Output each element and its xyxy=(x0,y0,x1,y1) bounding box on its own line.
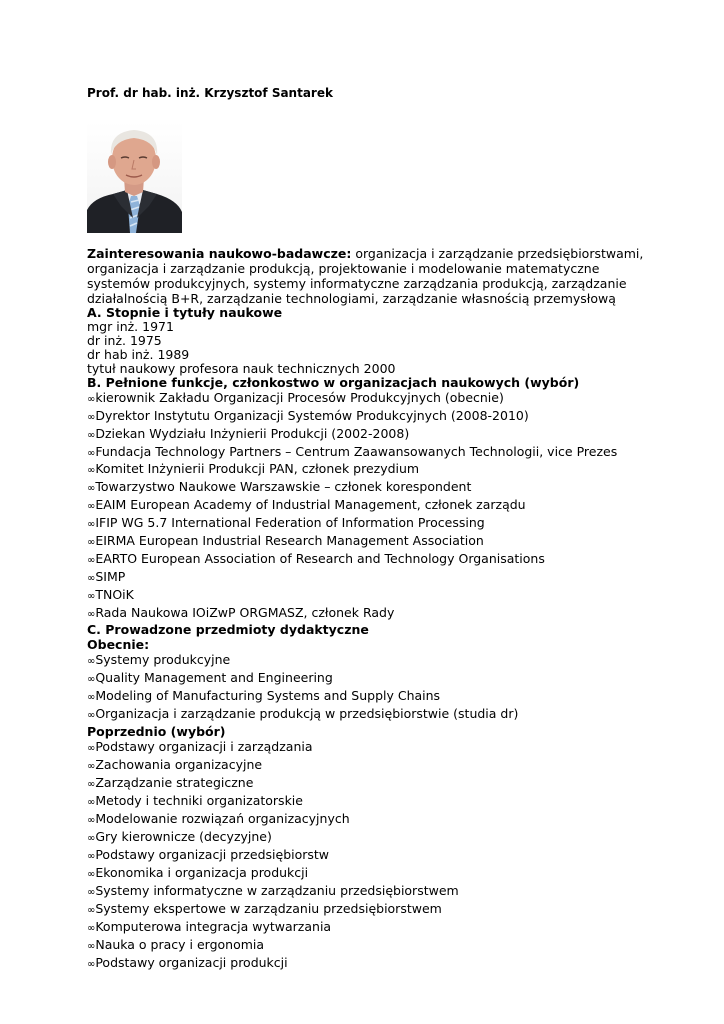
function-item xyxy=(87,479,647,497)
infinity-bullet-icon: ∞ xyxy=(87,591,96,602)
function-item-text: kierownik Zakładu Organizacji Procesów Produkcyjnych (obecnie) xyxy=(95,390,504,405)
course-item-text: Podstawy organizacji produkcji xyxy=(95,955,288,970)
function-item xyxy=(87,515,647,533)
degree-item: mgr inż. 1971 xyxy=(87,319,174,334)
function-item-text: Komitet Inżynierii Produkcji PAN, członek prezydium xyxy=(95,461,420,476)
course-item xyxy=(87,688,647,706)
course-item xyxy=(87,847,647,865)
degree-item: dr inż. 1975 xyxy=(87,333,162,348)
infinity-bullet-icon: ∞ xyxy=(87,501,96,512)
previous-courses-list xyxy=(87,739,647,973)
course-item xyxy=(87,829,647,847)
course-item xyxy=(87,901,647,919)
course-item xyxy=(87,865,647,883)
infinity-bullet-icon: ∞ xyxy=(87,923,96,934)
function-item-text: EIRMA European Industrial Research Management Association xyxy=(95,533,484,548)
course-item xyxy=(87,793,647,811)
infinity-bullet-icon: ∞ xyxy=(87,674,96,685)
section-functions-title: B. Pełnione funkcje, członkostwo w organizacjach naukowych (wybór) xyxy=(87,375,580,390)
current-courses-list xyxy=(87,652,647,724)
function-item-text: SIMP xyxy=(95,569,126,584)
course-item xyxy=(87,670,647,688)
function-item xyxy=(87,426,647,444)
infinity-bullet-icon: ∞ xyxy=(87,483,96,494)
function-item-text: TNOiK xyxy=(95,587,134,602)
function-item xyxy=(87,551,647,569)
course-item xyxy=(87,706,647,724)
function-item-text: Dyrektor Instytutu Organizacji Systemów Produkcyjnych (2008-2010) xyxy=(95,408,529,423)
function-item xyxy=(87,408,647,426)
function-item xyxy=(87,587,647,605)
section-degrees-title: A. Stopnie i tytuły naukowe xyxy=(87,305,283,320)
section-courses-title: C. Prowadzone przedmioty dydaktyczne xyxy=(87,622,369,637)
course-item-text: Zarządzanie strategiczne xyxy=(95,775,254,790)
infinity-bullet-icon: ∞ xyxy=(87,959,96,970)
course-item-text: Zachowania organizacyjne xyxy=(95,757,263,772)
research-interests xyxy=(87,246,647,306)
degree-item: tytuł naukowy profesora nauk technicznych 2000 xyxy=(87,361,396,376)
infinity-bullet-icon: ∞ xyxy=(87,448,96,459)
infinity-bullet-icon: ∞ xyxy=(87,815,96,826)
function-item xyxy=(87,569,647,587)
infinity-bullet-icon: ∞ xyxy=(87,779,96,790)
course-item-text: Nauka o pracy i ergonomia xyxy=(95,937,265,952)
infinity-bullet-icon: ∞ xyxy=(87,869,96,880)
infinity-bullet-icon: ∞ xyxy=(87,887,96,898)
infinity-bullet-icon: ∞ xyxy=(87,797,96,808)
course-item xyxy=(87,739,647,757)
course-item-text: Komputerowa integracja wytwarzania xyxy=(95,919,332,934)
research-interests-text: organizacja i zarządzanie przedsiębiorstwami, organizacja i zarządzanie produkcją, projektowanie i modelowanie matematyczne systemów produkcyjnych, systemy informatyczne zarządzania produkcją, zarządzanie działalnością B+R, zarządzanie technologiami, zarządzanie własnością przemysłową xyxy=(87,246,644,306)
infinity-bullet-icon: ∞ xyxy=(87,905,96,916)
current-courses-label: Obecnie: xyxy=(87,637,150,652)
function-item xyxy=(87,533,647,551)
function-item xyxy=(87,461,647,479)
function-item-text: Dziekan Wydziału Inżynierii Produkcji (2002-2008) xyxy=(95,426,410,441)
page-title: Prof. dr hab. inż. Krzysztof Santarek xyxy=(87,86,333,100)
infinity-bullet-icon: ∞ xyxy=(87,941,96,952)
infinity-bullet-icon: ∞ xyxy=(87,465,96,476)
infinity-bullet-icon: ∞ xyxy=(87,412,96,423)
infinity-bullet-icon: ∞ xyxy=(87,609,96,620)
course-item-text: Podstawy organizacji i zarządzania xyxy=(95,739,313,754)
function-item-text: IFIP WG 5.7 International Federation of Information Processing xyxy=(95,515,485,530)
function-item-text: EAIM European Academy of Industrial Management, członek zarządu xyxy=(95,497,526,512)
course-item xyxy=(87,811,647,829)
infinity-bullet-icon: ∞ xyxy=(87,743,96,754)
infinity-bullet-icon: ∞ xyxy=(87,555,96,566)
degrees-list xyxy=(87,320,647,376)
function-item-text: Rada Naukowa IOiZwP ORGMASZ, członek Rady xyxy=(95,605,395,620)
research-interests-label: Zainteresowania naukowo-badawcze: xyxy=(87,246,352,261)
infinity-bullet-icon: ∞ xyxy=(87,537,96,548)
course-item-text: Metody i techniki organizatorskie xyxy=(95,793,303,808)
infinity-bullet-icon: ∞ xyxy=(87,833,96,844)
course-item xyxy=(87,883,647,901)
course-item-text: Gry kierownicze (decyzyjne) xyxy=(95,829,272,844)
degree-item: dr hab inż. 1989 xyxy=(87,347,190,362)
course-item-text: Systemy produkcyjne xyxy=(95,652,231,667)
function-item-text: Fundacja Technology Partners – Centrum Zaawansowanych Technologii, vice Prezes xyxy=(95,444,618,459)
course-item-text: Organizacja i zarządzanie produkcją w przedsiębiorstwie (studia dr) xyxy=(95,706,519,721)
function-item xyxy=(87,497,647,515)
infinity-bullet-icon: ∞ xyxy=(87,573,96,584)
infinity-bullet-icon: ∞ xyxy=(87,656,96,667)
cv-page xyxy=(87,86,647,973)
portrait-illustration xyxy=(87,122,182,233)
infinity-bullet-icon: ∞ xyxy=(87,761,96,772)
course-item xyxy=(87,775,647,793)
function-item-text: Towarzystwo Naukowe Warszawskie – członek korespondent xyxy=(95,479,472,494)
course-item xyxy=(87,919,647,937)
infinity-bullet-icon: ∞ xyxy=(87,851,96,862)
course-item-text: Modelowanie rozwiązań organizacyjnych xyxy=(95,811,350,826)
function-item xyxy=(87,390,647,408)
cv-body xyxy=(87,246,647,973)
course-item-text: Quality Management and Engineering xyxy=(95,670,333,685)
infinity-bullet-icon: ∞ xyxy=(87,519,96,530)
infinity-bullet-icon: ∞ xyxy=(87,394,96,405)
course-item xyxy=(87,757,647,775)
course-item-text: Podstawy organizacji przedsiębiorstw xyxy=(95,847,330,862)
function-item xyxy=(87,444,647,461)
function-item-text: EARTO European Association of Research and Technology Organisations xyxy=(95,551,545,566)
infinity-bullet-icon: ∞ xyxy=(87,710,96,721)
portrait-photo xyxy=(87,122,182,233)
infinity-bullet-icon: ∞ xyxy=(87,430,96,441)
course-item-text: Systemy informatyczne w zarządzaniu przedsiębiorstwem xyxy=(95,883,459,898)
course-item xyxy=(87,652,647,670)
course-item xyxy=(87,937,647,955)
course-item-text: Modeling of Manufacturing Systems and Supply Chains xyxy=(95,688,441,703)
previous-courses-label: Poprzednio (wybór) xyxy=(87,724,226,739)
course-item-text: Ekonomika i organizacja produkcji xyxy=(95,865,309,880)
course-item xyxy=(87,955,647,973)
infinity-bullet-icon: ∞ xyxy=(87,692,96,703)
function-item xyxy=(87,605,647,623)
functions-list xyxy=(87,390,647,623)
course-item-text: Systemy ekspertowe w zarządzaniu przedsiębiorstwem xyxy=(95,901,442,916)
